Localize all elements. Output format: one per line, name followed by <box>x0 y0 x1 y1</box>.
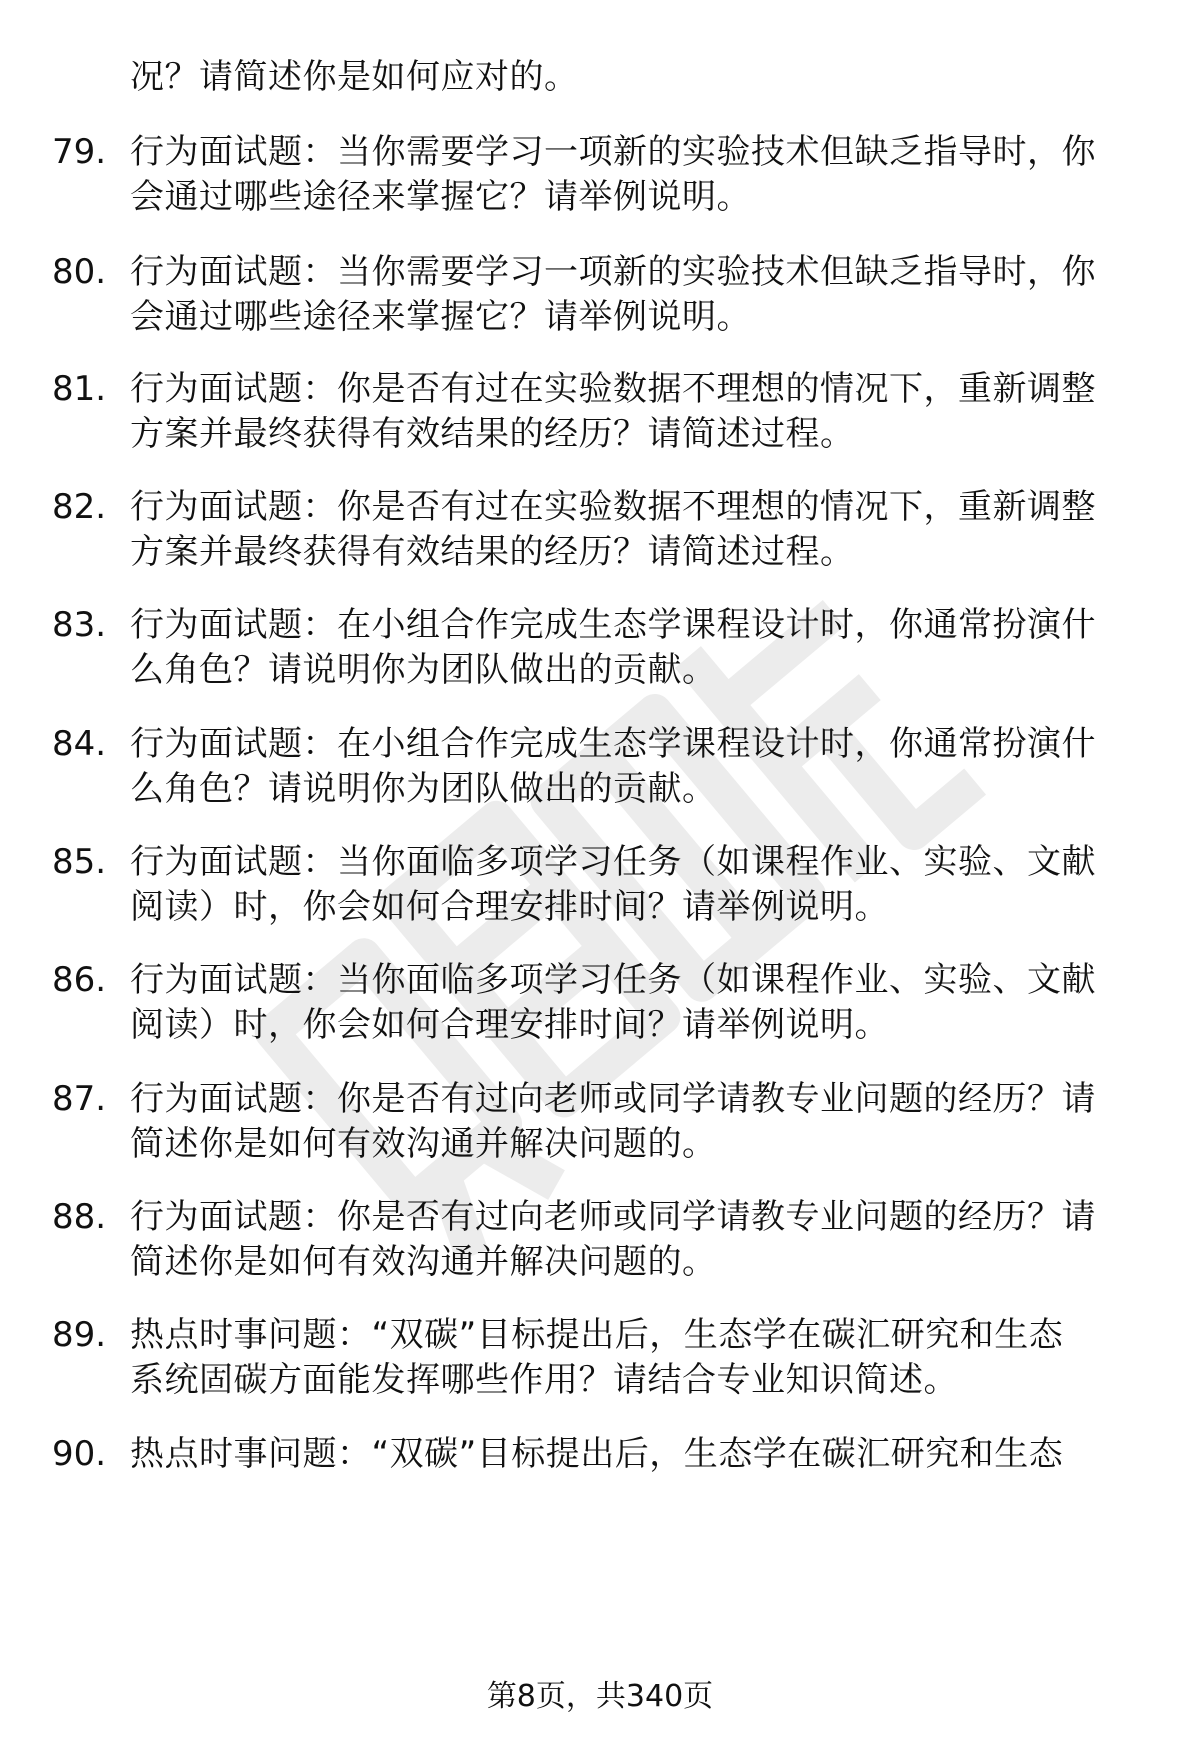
item-text-line: 会通过哪些途径来掌握它？请举例说明。 <box>130 297 751 337</box>
page-number-footer: 第8页，共340页 <box>486 1679 714 1714</box>
item-text-line: 行为面试题：在小组合作完成生态学课程设计时，你通常扮演什 <box>130 724 1096 764</box>
item-text-line: 行为面试题：你是否有过在实验数据不理想的情况下，重新调整 <box>130 487 1096 527</box>
item-text-line: 阅读）时，你会如何合理安排时间？请举例说明。 <box>130 1005 889 1045</box>
item-text-line: 热点时事问题：“双碳”目标提出后，生态学在碳汇研究和生态 <box>130 1434 1064 1474</box>
item-text-line: 行为面试题：你是否有过在实验数据不理想的情况下，重新调整 <box>130 369 1096 409</box>
item-text-line: 简述你是如何有效沟通并解决问题的。 <box>130 1242 717 1282</box>
item-text-line: 行为面试题：当你需要学习一项新的实验技术但缺乏指导时，你 <box>130 252 1096 292</box>
item-number: 86. <box>52 960 107 1000</box>
item-number: 82. <box>52 487 107 527</box>
continuation-line: 况？请简述你是如何应对的。 <box>130 57 579 97</box>
item-number: 84. <box>52 724 107 764</box>
item-text-line: 方案并最终获得有效结果的经历？请简述过程。 <box>130 532 855 572</box>
item-text-line: 么角色？请说明你为团队做出的贡献。 <box>130 769 717 809</box>
item-text-line: 行为面试题：当你面临多项学习任务（如课程作业、实验、文献 <box>130 960 1096 1000</box>
item-text-line: 行为面试题：你是否有过向老师或同学请教专业问题的经历？请 <box>130 1197 1096 1237</box>
item-number: 79. <box>52 132 107 172</box>
item-text-line: 行为面试题：你是否有过向老师或同学请教专业问题的经历？请 <box>130 1079 1096 1119</box>
item-text-line: 行为面试题：当你面临多项学习任务（如课程作业、实验、文献 <box>130 842 1096 882</box>
item-number: 88. <box>52 1197 107 1237</box>
item-text-line: 么角色？请说明你为团队做出的贡献。 <box>130 650 717 690</box>
item-text-line: 行为面试题：在小组合作完成生态学课程设计时，你通常扮演什 <box>130 605 1096 645</box>
item-number: 80. <box>52 252 107 292</box>
item-text-line: 系统固碳方面能发挥哪些作用？请结合专业知识简述。 <box>130 1360 958 1400</box>
item-text-line: 热点时事问题：“双碳”目标提出后，生态学在碳汇研究和生态 <box>130 1315 1064 1355</box>
item-number: 81. <box>52 369 107 409</box>
item-text-line: 简述你是如何有效沟通并解决问题的。 <box>130 1124 717 1164</box>
item-number: 90. <box>52 1434 107 1474</box>
item-text-line: 会通过哪些途径来掌握它？请举例说明。 <box>130 177 751 217</box>
item-number: 89. <box>52 1315 107 1355</box>
item-text-line: 行为面试题：当你需要学习一项新的实验技术但缺乏指导时，你 <box>130 132 1096 172</box>
item-number: 83. <box>52 605 107 645</box>
item-number: 85. <box>52 842 107 882</box>
item-number: 87. <box>52 1079 107 1119</box>
item-text-line: 阅读）时，你会如何合理安排时间？请举例说明。 <box>130 887 889 927</box>
item-text-line: 方案并最终获得有效结果的经历？请简述过程。 <box>130 414 855 454</box>
